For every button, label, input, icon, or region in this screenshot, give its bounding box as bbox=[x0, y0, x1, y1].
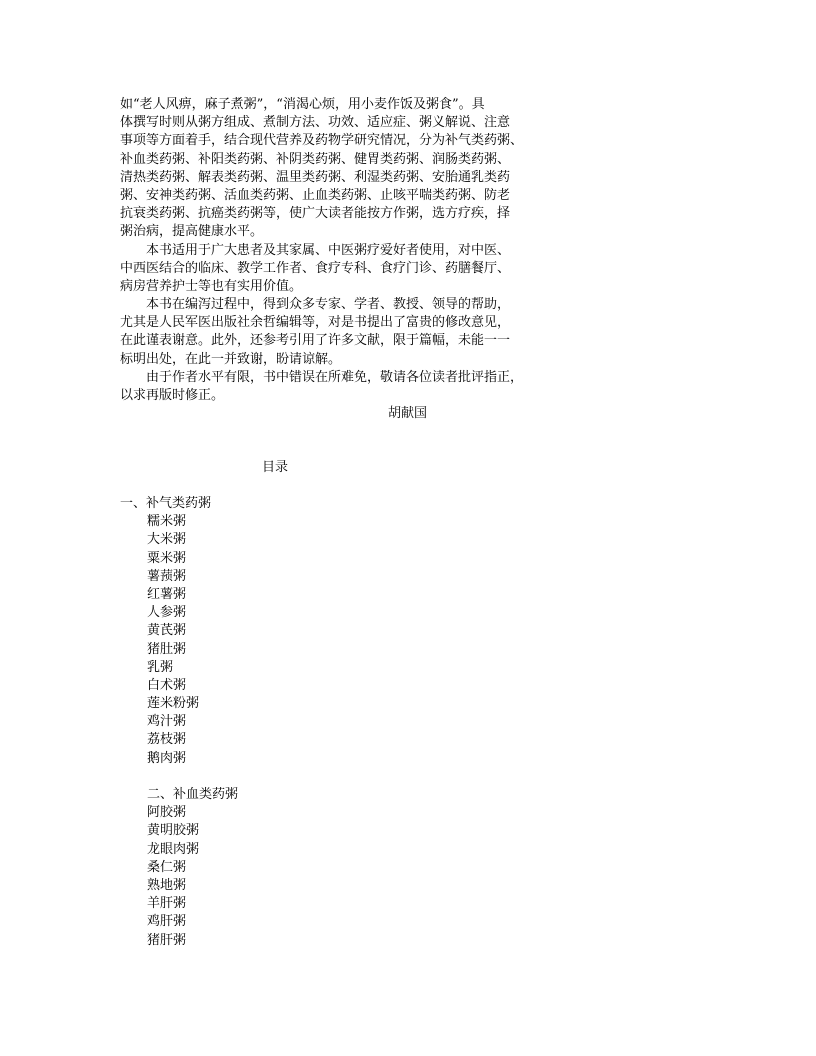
preface-line: 病房营养护士等也有实用价值。 bbox=[120, 278, 303, 294]
toc-item: 大米粥 bbox=[147, 532, 187, 548]
toc-item: 薯蓣粥 bbox=[147, 568, 187, 584]
toc-item: 鸡汁粥 bbox=[147, 714, 187, 730]
toc-item: 糯米粥 bbox=[147, 514, 187, 530]
toc-section-heading: 一、补气类药粥 bbox=[120, 496, 212, 511]
preface-line: 中西医结合的临床、教学工作者、食疗专科、食疗门诊、药膳餐厅、 bbox=[120, 260, 511, 276]
preface-line: 粥治病，提高健康水平。 bbox=[120, 224, 264, 240]
toc-item: 黄明胶粥 bbox=[147, 823, 200, 839]
toc-item: 鸡肝粥 bbox=[147, 914, 187, 930]
toc-item: 白术粥 bbox=[147, 677, 187, 693]
preface-line: 标明出处，在此一并致谢，盼请谅解。 bbox=[120, 351, 342, 367]
toc-item: 荔枝粥 bbox=[147, 732, 187, 748]
toc-item: 红薯粥 bbox=[147, 586, 187, 602]
preface-line: 如“老人风痹，麻子煮粥”，“消渴心烦，用小麦作饭及粥食”。具 bbox=[120, 97, 485, 112]
toc-item: 乳粥 bbox=[147, 659, 174, 675]
preface-text bbox=[120, 96, 550, 423]
toc-item: 阿胶粥 bbox=[147, 805, 187, 821]
preface-line: 本书适用于广大患者及其家属、中医粥疗爱好者使用，对中医、 bbox=[146, 242, 511, 258]
toc-item: 龙眼肉粥 bbox=[147, 841, 200, 857]
toc-spacer bbox=[120, 768, 520, 786]
toc-item: 羊肝粥 bbox=[147, 896, 187, 912]
toc-item: 桑仁粥 bbox=[147, 859, 187, 875]
preface-line: 粥、安神类药粥、活血类药粥、止血类药粥、止咳平喘类药粥、防老 bbox=[120, 187, 511, 203]
preface-line: 补血类药粥、补阳类药粥、补阴类药粥、健胃类药粥、润肠类药粥、 bbox=[120, 151, 511, 167]
toc-item: 莲米粉粥 bbox=[147, 696, 200, 712]
preface-line: 由于作者水平有限，书中错误在所难免，敬请各位读者批评指正， bbox=[146, 369, 524, 385]
preface-line: 在此谨表谢意。此外，还参考引用了许多文献，限于篇幅，未能一一 bbox=[120, 333, 511, 349]
toc-item: 鹅肉粥 bbox=[147, 750, 187, 766]
toc-section-heading: 二、补血类药粥 bbox=[147, 787, 239, 802]
preface-line: 体撰写时则从粥方组成、煮制方法、功效、适应症、粥义解说、注意 bbox=[120, 115, 511, 131]
table-of-contents bbox=[120, 495, 520, 950]
preface-line: 事项等方面着手，结合现代营养及药物学研究情况，分为补气类药粥、 bbox=[120, 133, 524, 149]
toc-item: 熟地粥 bbox=[147, 877, 187, 893]
preface-line: 清热类药粥、解表类药粥、温里类药粥、利湿类药粥、安胎通乳类药 bbox=[120, 169, 511, 185]
preface-line: 本书在编泻过程中，得到众多专家、学者、教授、领导的帮助， bbox=[146, 297, 511, 313]
toc-item: 粟米粥 bbox=[147, 550, 187, 566]
toc-item: 猪肚粥 bbox=[147, 641, 187, 657]
preface-line: 尤其是人民军医出版社余哲编辑等，对是书提出了富贵的修改意见， bbox=[120, 315, 511, 331]
toc-item: 猪肝粥 bbox=[147, 932, 187, 948]
toc-title: 目录 bbox=[262, 460, 289, 475]
author-signature: 胡献国 bbox=[388, 406, 428, 422]
preface-line: 抗衰类药粥、抗癌类药粥等，使广大读者能按方作粥，选方疗疾，择 bbox=[120, 206, 511, 222]
toc-item: 人参粥 bbox=[147, 605, 187, 621]
preface-line: 以求再版时修正。 bbox=[120, 388, 225, 403]
toc-item: 黄芪粥 bbox=[147, 623, 187, 639]
